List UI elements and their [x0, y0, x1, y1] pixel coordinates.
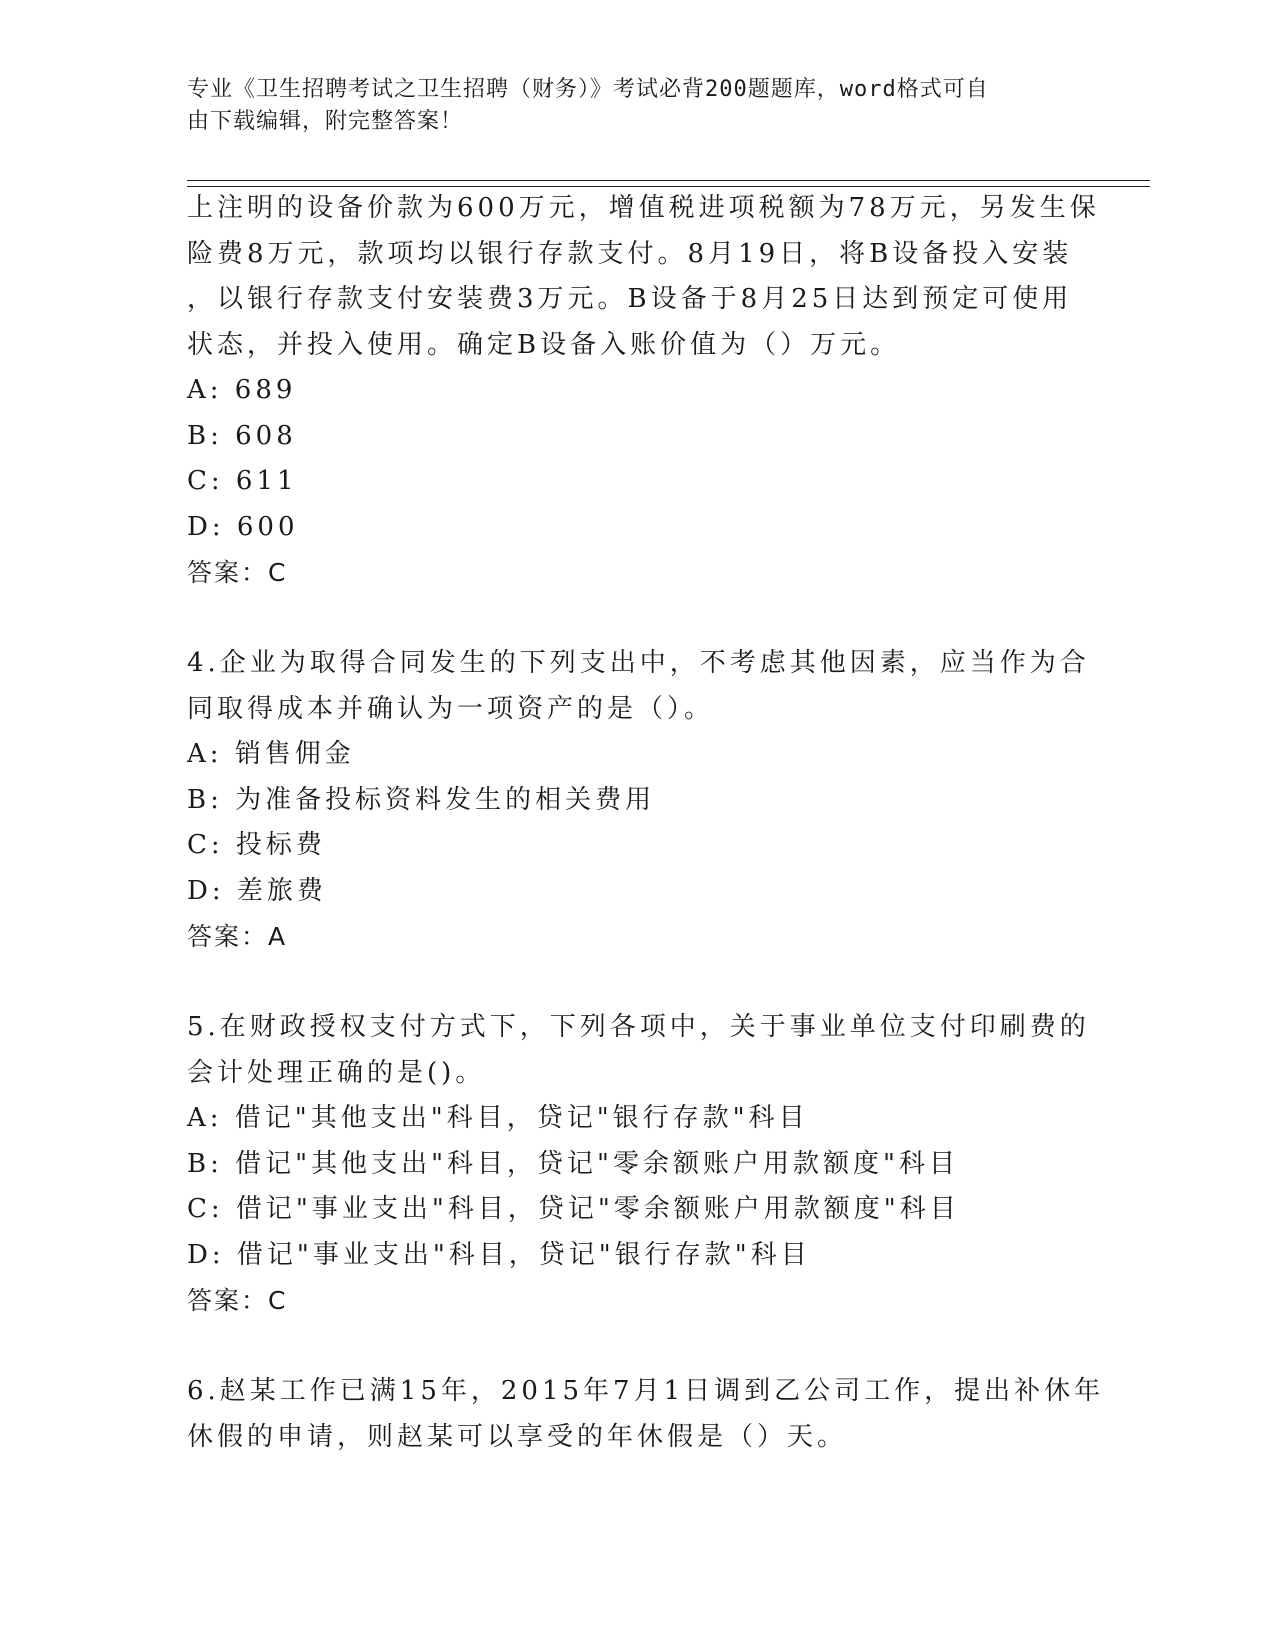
option-a: A: 销售佣金 — [187, 739, 355, 769]
header-line: 由下载编辑，附完整答案！ — [187, 109, 464, 134]
question-item — [187, 186, 1107, 596]
option-c: C: 投标费 — [187, 830, 326, 860]
question-stem-line: 同取得成本并确认为一项资产的是（）。 — [187, 693, 715, 724]
question-stem-line: 状态，并投入使用。确定B设备入账价值为（）万元。 — [187, 329, 901, 360]
header-line: 专业《卫生招聘考试之卫生招聘（财务）》考试必背200题题库，word格式可自 — [187, 77, 989, 102]
option-b: B: 借记"其他支出"科目，贷记"零余额账户用款额度"科目 — [187, 1148, 959, 1179]
question-stem-line: 上注明的设备价款为600万元，增值税进项税额为78万元，另发生保 — [187, 193, 1100, 223]
question-stem-line: 6.赵某工作已满15年，2015年7月1日调到乙公司工作，提出补休年 — [187, 1376, 1105, 1406]
option-d: D: 600 — [187, 511, 299, 542]
option-a: A: 689 — [187, 375, 297, 405]
option-d: D: 差旅费 — [187, 875, 327, 906]
option-c: C: 借记"事业支出"科目，贷记"零余额账户用款额度"科目 — [187, 1194, 960, 1224]
question-stem-line: 会计处理正确的是()。 — [187, 1057, 486, 1088]
option-b: B: 608 — [187, 420, 297, 451]
header-divider — [187, 180, 1150, 181]
document-header — [187, 74, 1087, 138]
question-item — [187, 1369, 1107, 1460]
question-spacer — [187, 960, 1107, 1006]
answer-line: 答案：C — [187, 1286, 288, 1315]
question-stem-line: ，以银行存款支付安装费3万元。B设备于8月25日达到预定可使用 — [187, 284, 1073, 314]
question-item — [187, 1005, 1107, 1324]
option-d: D: 借记"事业支出"科目，贷记"银行存款"科目 — [187, 1239, 811, 1270]
question-spacer — [187, 1324, 1107, 1370]
question-spacer — [187, 596, 1107, 642]
question-stem-line: 险费8万元，款项均以银行存款支付。8月19日，将B设备投入安装 — [187, 238, 1073, 269]
option-b: B: 为准备投标资料发生的相关费用 — [187, 784, 656, 815]
answer-line: 答案：C — [187, 558, 288, 587]
answer-line: 答案：A — [187, 922, 288, 951]
question-list — [187, 186, 1107, 1460]
option-c: C: 611 — [187, 466, 298, 496]
question-item — [187, 641, 1107, 960]
question-stem-line: 休假的申请，则赵某可以享受的年休假是（）天。 — [187, 1421, 848, 1452]
question-stem-line: 5.在财政授权支付方式下，下列各项中，关于事业单位支付印刷费的 — [187, 1012, 1090, 1042]
question-stem-line: 4.企业为取得合同发生的下列支出中，不考虑其他因素，应当作为合 — [187, 648, 1090, 678]
option-a: A: 借记"其他支出"科目，贷记"银行存款"科目 — [187, 1103, 809, 1133]
